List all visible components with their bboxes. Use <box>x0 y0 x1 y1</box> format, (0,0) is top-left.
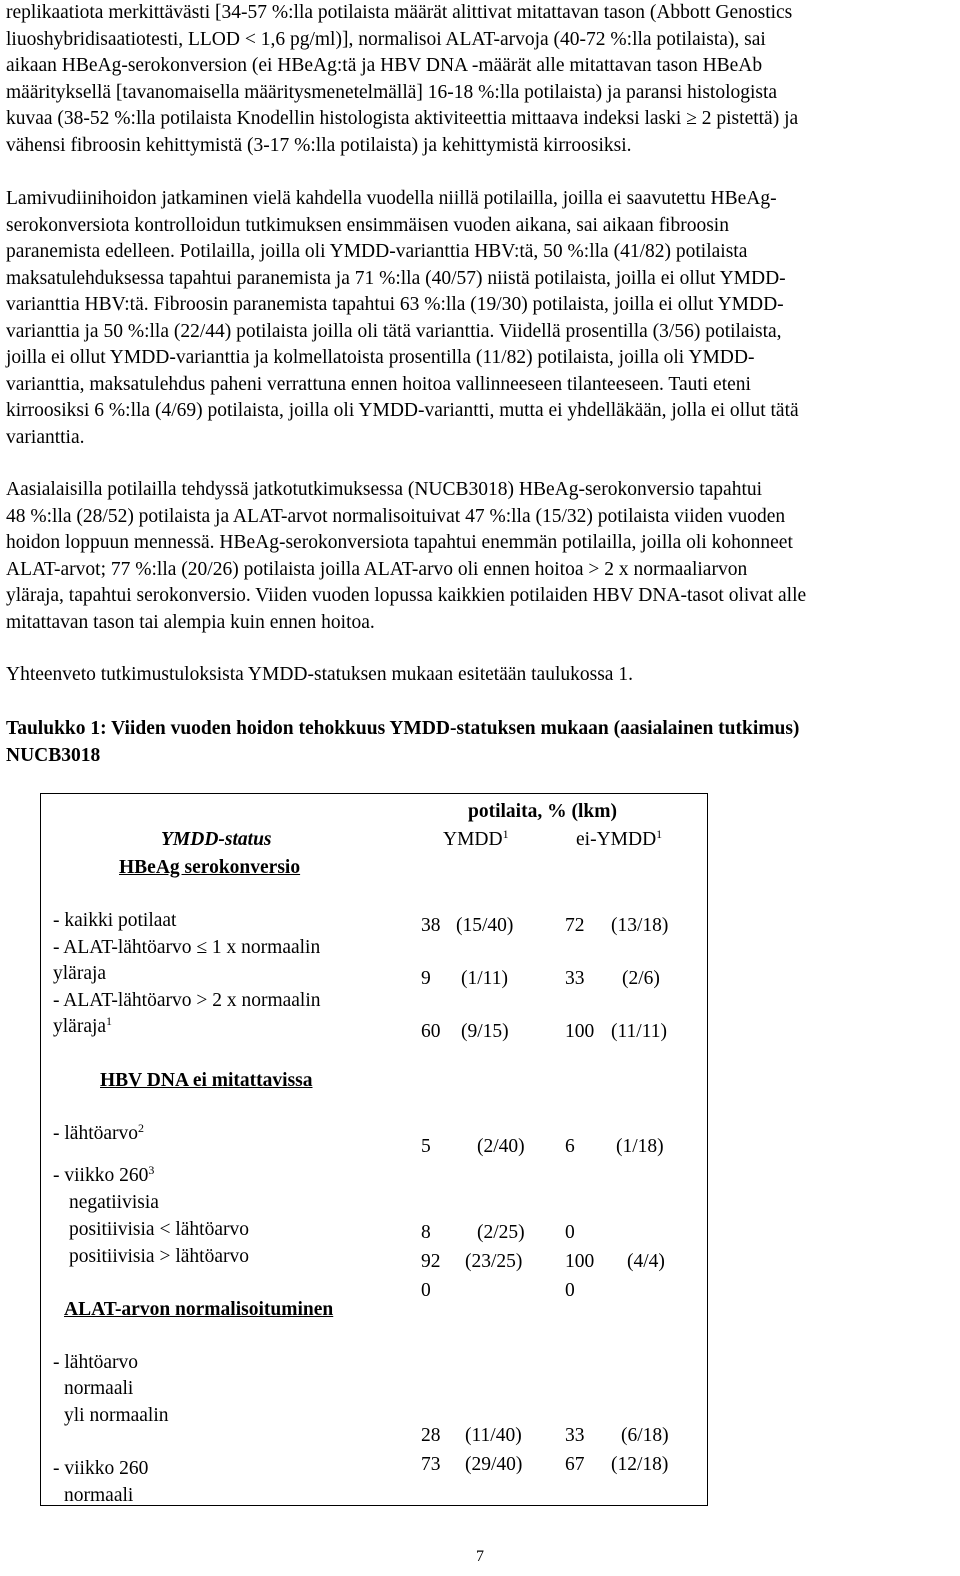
text-line: paranemista edelleen. Potilailla, joilla oli YMDD-varianttia HBV:tä, 50 %:lla (41/82) potilaista <box>6 241 748 262</box>
cell-value: (12/18) <box>611 1454 669 1475</box>
text-line: maksatulehduksessa tapahtui paranemista ja 71 %:lla (40/57) niistä potilaista, joilla ei ollut YMDD- <box>6 267 786 289</box>
text-line: vähensi fibroosin kehittymistä (3-17 %:lla potilaista) ja kehittymistä kirroosiksi. <box>6 134 632 156</box>
text-line: varianttia. <box>6 426 85 448</box>
cell-value: 33 <box>565 1425 585 1446</box>
ymdd-status-label: YMDD-status <box>161 829 272 850</box>
table-header-group: potilaita, % (lkm) <box>468 801 617 822</box>
section-title-hbeag: HBeAg serokonversio <box>119 857 301 878</box>
cell-value: 38 <box>421 915 441 936</box>
cell-value: 0 <box>565 1222 575 1243</box>
text-line: replikaatiota merkittävästi [34-57 %:lla potilaista määrät alittivat mitattavan tason (Abbott Genostics <box>6 2 793 23</box>
paragraph-4 <box>6 662 956 689</box>
text-line: varianttia, maksatulehdus paheni verrattuna ennen hoitoa vallinneeseen tilanteeseen. Tauti eteni <box>6 373 751 395</box>
row-label: yli normaalin <box>64 1405 169 1426</box>
cell-value: (29/40) <box>465 1454 523 1475</box>
text-line: liuoshybridisaatiotesti, LLOD < 1,6 pg/ml)], normalisoi ALAT-arvoja (40-72 %:lla potilaista), sai <box>6 28 766 50</box>
cell-value: 72 <box>565 915 585 936</box>
table-caption <box>6 716 956 769</box>
cell-value: 33 <box>565 968 585 989</box>
row-label: - kaikki potilaat <box>53 910 177 931</box>
row-label: positiivisia < lähtöarvo <box>69 1219 249 1240</box>
text-line: määrityksellä [tavanomaisella määritysmenetelmällä] 16-18 %:lla potilaista) ja paransi histologista <box>6 81 778 103</box>
row-label: normaali <box>64 1485 134 1506</box>
row-label: - viikko $260^3$ <box>53 1163 155 1186</box>
cell-value: 28 <box>421 1425 441 1446</box>
cell-value: (2/6) <box>622 968 660 989</box>
cell-value: (1/11) <box>461 968 508 989</box>
cell-value: 60 <box>421 1021 441 1042</box>
row-label: positiivisia > lähtöarvo <box>69 1246 249 1267</box>
caption-line: NUCB3018 <box>6 744 101 766</box>
cell-value: (4/4) <box>627 1251 665 1272</box>
text-line: joilla ei ollut YMDD-varianttia ja kolmellatoista prosentilla (11/82) potilaista, joilla oli YMDD- <box>6 347 755 368</box>
cell-value: 6 <box>565 1136 575 1157</box>
text-line: Aasialaisilla potilailla tehdyssä jatkotutkimuksessa (NUCB3018) HBeAg-serokonversio tapahtui <box>6 479 763 500</box>
text-line: kirroosiksi 6 %:lla (4/69) potilaista, joilla oli YMDD-variantti, mutta ei yhdelläkään, jolla ei ollut tätä <box>6 400 799 421</box>
row-label: negatiivisia <box>69 1192 159 1213</box>
cell-value: (13/18) <box>611 915 669 936</box>
cell-value: 8 <box>421 1222 431 1243</box>
cell-value: (6/18) <box>621 1425 669 1446</box>
text-line: Lamivudiinihoidon jatkaminen vielä kahdella vuodella niillä potilailla, joilla ei saavutettu HBeAg- <box>6 188 777 209</box>
text-line: kuvaa (38-52 %:lla potilaista Knodellin histologista aktiviteettia mittaava indeksi laski ≥ 2 pistettä) ja <box>6 108 799 129</box>
text-line: varianttia ja 50 %:lla (22/44) potilaista joilla oli tätä varianttia. Viidellä prosentilla (3/56) potilaista, <box>6 320 782 342</box>
row-label: - ALAT-lähtöarvo ≤ 1 x normaalin <box>53 937 321 958</box>
row-label: - lähtöarvo <box>53 1352 139 1373</box>
row-label: yläraja <box>53 963 107 984</box>
cell-value: 100 <box>565 1251 595 1272</box>
cell-value: (2/25) <box>477 1222 525 1243</box>
caption-line: Taulukko 1: Viiden vuoden hoidon tehokkuus YMDD-statuksen mukaan (aasialainen tutkimus) <box>6 718 800 739</box>
row-label: yläraja$^1$ <box>53 1014 113 1037</box>
page-number: 7 <box>476 1548 484 1565</box>
text-line: mitattavan tason tai alempia kuin ennen hoitoa. <box>6 611 375 633</box>
column-header-ymdd: YMDD$^1$ <box>443 827 509 850</box>
text-line: hoidon loppuun mennessä. HBeAg-serokonversiota tapahtui enemmän potilailla, joilla oli kohonneet <box>6 532 793 553</box>
section-title-alat: ALAT-arvon normalisoituminen <box>64 1299 334 1320</box>
results-table <box>40 793 708 1506</box>
cell-value: 92 <box>421 1251 441 1272</box>
cell-value: 0 <box>565 1280 575 1301</box>
text-line: ALAT-arvot; 77 %:lla (20/26) potilaista joilla ALAT-arvo oli ennen hoitoa > 2 x normaaliarvon <box>6 558 748 580</box>
cell-value: 100 <box>565 1021 595 1042</box>
cell-value: 0 <box>421 1280 431 1301</box>
cell-value: (9/15) <box>461 1021 509 1042</box>
cell-value: 5 <box>421 1136 431 1157</box>
row-label: - ALAT-lähtöarvo > 2 x normaalin <box>53 990 321 1011</box>
column-header-ei-ymdd: ei-YMDD$^1$ <box>576 827 663 850</box>
cell-value: (23/25) <box>465 1251 523 1272</box>
text-line: Yhteenveto tutkimustuloksista YMDD-statuksen mukaan esitetään taulukossa 1. <box>6 664 633 685</box>
row-label: normaali <box>64 1378 134 1399</box>
text-line: yläraja, tapahtui serokonversio. Viiden vuoden lopussa kaikkien potilaiden HBV DNA-tasot olivat alle <box>6 585 807 606</box>
text-line: serokonversiota kontrolloidun tutkimuksen ensimmäisen vuoden aikana, sai aikaan fibroosin <box>6 214 729 236</box>
text-line: 48 %:lla (28/52) potilaista ja ALAT-arvot normalisoituivat 47 %:lla (15/32) potilaista viiden vuoden <box>6 505 786 527</box>
paragraph-3 <box>6 477 956 636</box>
cell-value: (2/40) <box>477 1136 525 1157</box>
text-line: varianttia HBV:tä. Fibroosin paranemista tapahtui 63 %:lla (19/30) potilaista, joilla ei ollut YMDD- <box>6 294 784 315</box>
row-label: - viikko 260 <box>53 1458 149 1479</box>
cell-value: (11/11) <box>611 1021 667 1042</box>
paragraph-2 <box>6 186 956 451</box>
row-label: - lähtöarvo$^2$ <box>53 1121 145 1144</box>
cell-value: (1/18) <box>616 1136 664 1157</box>
cell-value: 9 <box>421 968 431 989</box>
cell-value: 73 <box>421 1454 441 1475</box>
text-line: aikaan HBeAg-serokonversion (ei HBeAg:tä ja HBV DNA -määrät alle mitattavan tason HBeAb <box>6 55 763 76</box>
cell-value: (11/40) <box>465 1425 522 1446</box>
section-title-hbv-dna: HBV DNA ei mitattavissa <box>100 1070 313 1091</box>
cell-value: 67 <box>565 1454 585 1475</box>
paragraph-1 <box>6 0 956 159</box>
cell-value: (15/40) <box>456 915 514 936</box>
